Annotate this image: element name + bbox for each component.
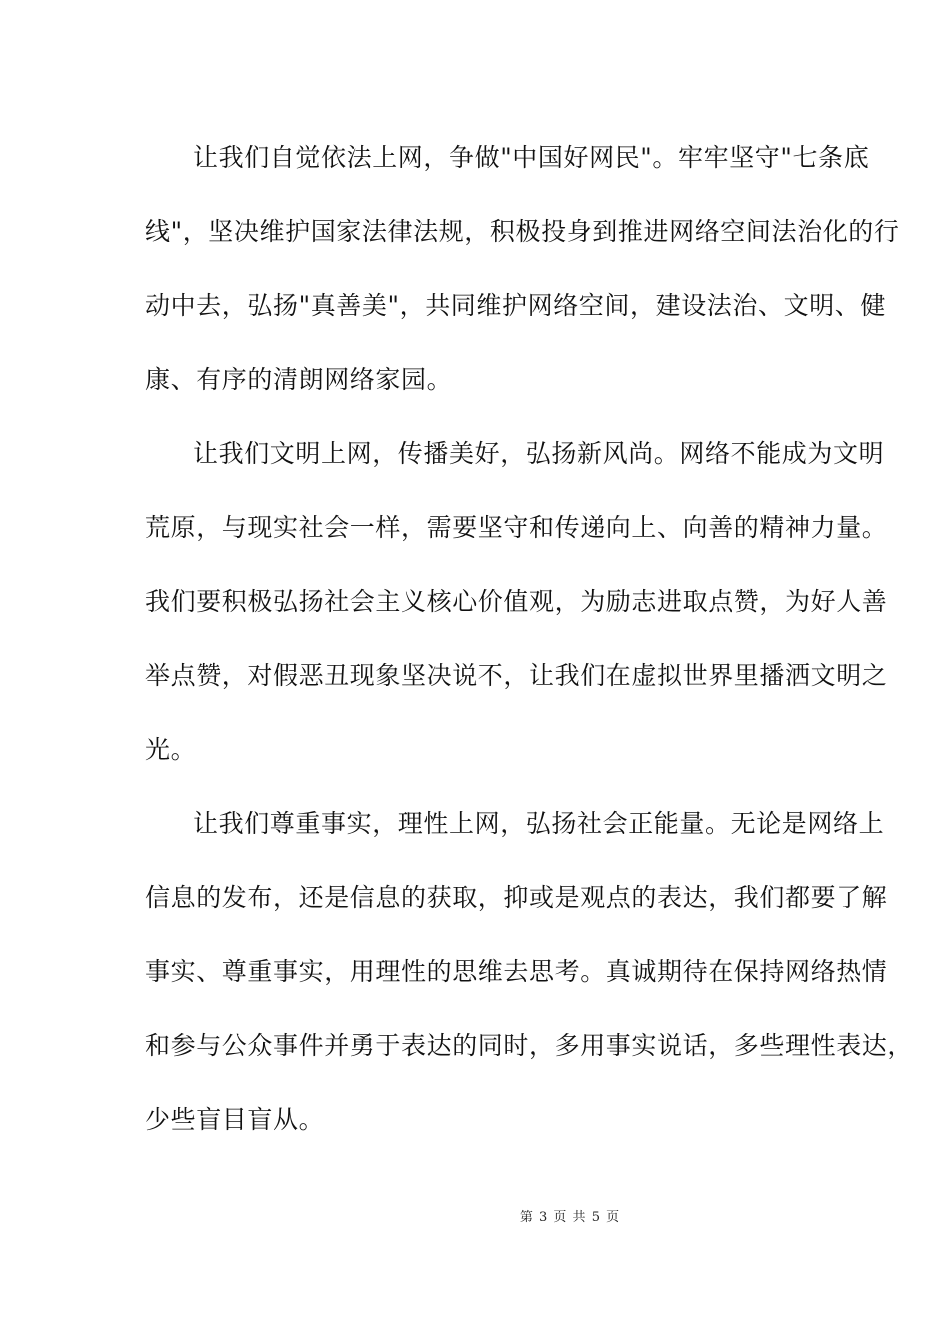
- paragraph-3-line-5: 少些盲目盲从。: [145, 1105, 325, 1134]
- page-footer: [0, 1209, 950, 1227]
- paragraph-1-line-1: 让我们自觉依法上网，争做"中国好网民"。牢牢坚守"七条底: [193, 143, 870, 172]
- paragraph-1-line-2: 线"，坚决维护国家法律法规，积极投身到推进网络空间法治化的行: [145, 217, 900, 246]
- paragraph-2-line-2: 荒原，与现实社会一样，需要坚守和传递向上、向善的精神力量。: [145, 513, 888, 542]
- paragraph-3-line-4: 和参与公众事件并勇于表达的同时，多用事实说话，多些理性表达，: [145, 1031, 914, 1060]
- paragraph-2-line-4: 举点赞，对假恶丑现象坚决说不，让我们在虚拟世界里播洒文明之: [145, 661, 888, 690]
- paragraph-3-line-2: 信息的发布，还是信息的获取，抑或是观点的表达，我们都要了解: [145, 883, 888, 912]
- paragraph-2-line-3: 我们要积极弘扬社会主义核心价值观，为励志进取点赞，为好人善: [145, 587, 888, 616]
- paragraph-3-line-1: 让我们尊重事实，理性上网，弘扬社会正能量。无论是网络上: [193, 809, 885, 838]
- paragraph-2-line-1: 让我们文明上网，传播美好，弘扬新风尚。网络不能成为文明: [193, 439, 885, 468]
- paragraph-1-line-4: 康、有序的清朗网络家园。: [145, 365, 453, 394]
- paragraph-2-line-5: 光。: [145, 735, 197, 764]
- paragraph-3-line-3: 事实、尊重事实，用理性的思维去思考。真诚期待在保持网络热情: [145, 957, 888, 986]
- paragraph-1-line-3: 动中去，弘扬"真善美"，共同维护网络空间，建设法治、文明、健: [145, 291, 887, 320]
- page-number: 第 3 页 共 5 页: [519, 1210, 621, 1225]
